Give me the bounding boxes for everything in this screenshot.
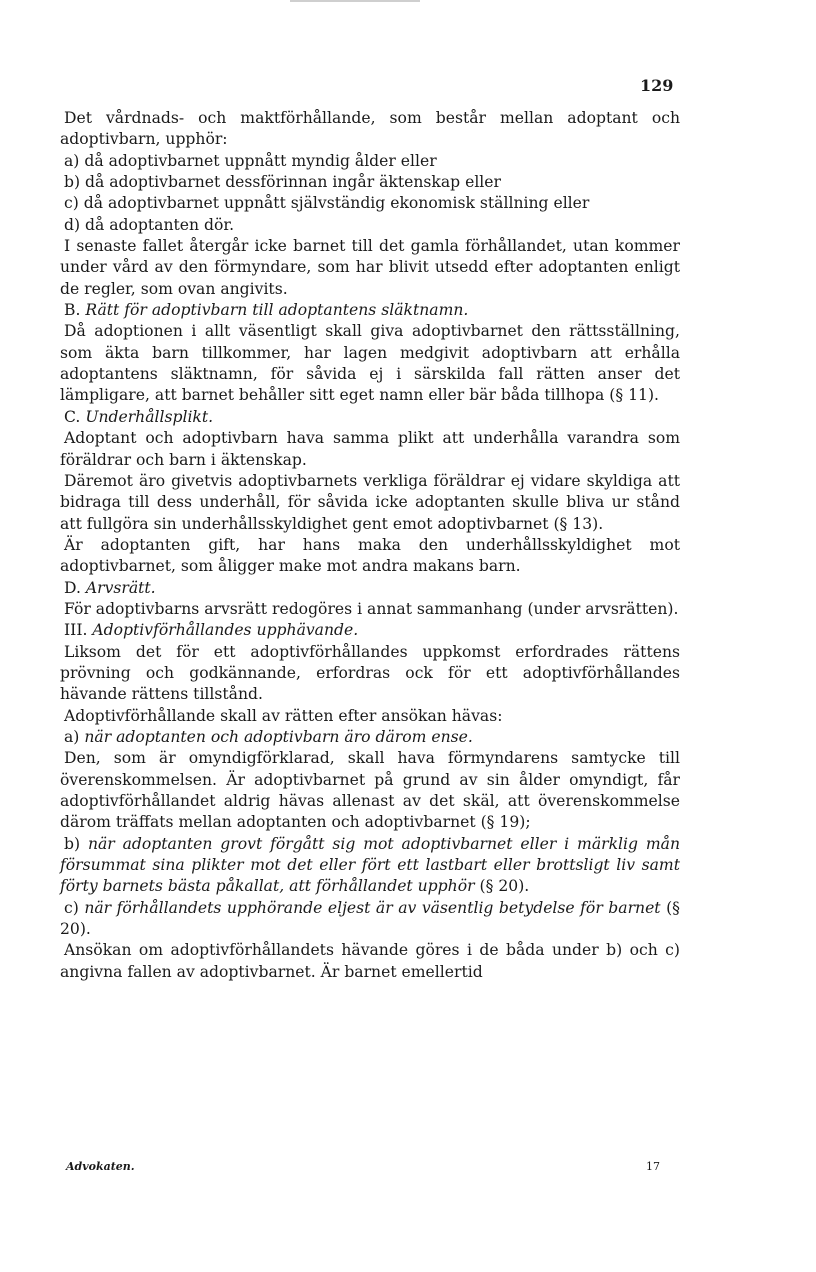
- list-reference: (§ 20).: [60, 898, 680, 939]
- paragraph: Det vårdnads- och maktförhållande, som består mellan adoptant och adoptivbarn, upphör:: [60, 109, 680, 149]
- section-heading-b: [60, 300, 680, 321]
- list-item: [60, 898, 680, 941]
- list-item: c) då adoptivbarnet uppnått självständig ekonomisk ställning eller: [64, 194, 590, 213]
- paragraph: Då adoptionen i allt väsentligt skall giva adoptivbarnet den rättsställning, som äkta barn tillkommer, har lagen medgivit adoptivbarn att erhålla adoptantens släktnamn, för såvida ej i särskilda fall rätten anser det lämpligare, att barnet behåller sitt eget namn eller bär båda tillhopa (§ 11).: [60, 322, 680, 405]
- list-item: a) då adoptivbarnet uppnått myndig ålder eller: [64, 151, 437, 170]
- page-number: 129: [640, 76, 674, 95]
- list-reference: (§ 20).: [479, 877, 530, 896]
- section-heading-title: Underhållsplikt.: [85, 407, 214, 426]
- section-heading-c: [60, 407, 680, 428]
- body-text: [60, 108, 680, 983]
- paragraph: Liksom det för ett adoptivförhållandes uppkomst erfordrades rättens prövning och godkännande, erfordras ock för ett adoptivförhållandes hävande rättens tillstånd.: [60, 642, 680, 704]
- paragraph: Den, som är omyndigförklarad, skall hava förmyndarens samtycke till överenskommelsen. Är adoptivbarnet på grund av sin ålder omyndigt, får adoptivförhållandet aldrig hävas allenast av det skäl, att överenskommelse därom träffats mellan adoptanten och adoptivbarnet (§ 19);: [60, 749, 680, 832]
- paragraph: Däremot äro givetvis adoptivbarnets verkliga föräldrar ej vidare skyldiga att bidraga till dess underhåll, för såvida icke adoptanten skulle bliva ur stånd att fullgöra sin underhållsskyldighet gent emot adoptivbarnet (§ 13).: [60, 471, 680, 533]
- list-item: d) då adoptanten dör.: [64, 215, 235, 234]
- paragraph: I senaste fallet återgår icke barnet till det gamla förhållandet, utan kommer under vård av den förmyndare, som har blivit utsedd efter adoptanten enligt de regler, som ovan angivits.: [60, 237, 680, 298]
- scan-edge-mark: [290, 0, 420, 2]
- section-heading-prefix: C.: [64, 407, 81, 426]
- list-item: b) då adoptivbarnet dessförinnan ingår äktenskap eller: [64, 173, 501, 192]
- section-heading-prefix: B.: [64, 301, 81, 320]
- section-heading-title: Adoptivförhållandes upphävande.: [92, 621, 359, 640]
- footer-sheet-number: 17: [646, 1160, 660, 1173]
- paragraph: Ansökan om adoptivförhållandets hävande göres i de båda under b) och c) angivna fallen av adoptivbarnet. Är barnet emellertid: [60, 941, 680, 981]
- footer-signature: Advokaten.: [66, 1160, 135, 1173]
- paragraph: Är adoptanten gift, har hans maka den underhållsskyldighet mot adoptivbarnet, som åligger make mot andra makans barn.: [60, 535, 680, 576]
- list-text: när adoptanten och adoptivbarn äro därom ense.: [84, 727, 473, 746]
- section-heading-title: Rätt för adoptivbarn till adoptantens släktnamn.: [85, 301, 469, 320]
- section-heading-prefix: D.: [64, 578, 81, 597]
- list-item: [60, 834, 680, 898]
- list-item: [60, 727, 680, 748]
- paragraph: Adoptivförhållande skall av rätten efter ansökan hävas:: [64, 706, 503, 725]
- section-heading-title: Arvsrätt.: [85, 578, 156, 597]
- section-heading-d: [60, 578, 680, 599]
- list-text: när adoptanten grovt förgått sig mot adoptivbarnet eller i märklig mån försummat sina plikter mot det eller fört ett lastbart eller brottsligt liv samt förty barnets bästa påkallat, att förhållandet upphör: [60, 834, 680, 896]
- list-prefix: b): [64, 834, 81, 853]
- list-text: när förhållandets upphörande eljest är av väsentlig betydelse för barnet: [84, 898, 661, 917]
- paragraph: För adoptivbarns arvsrätt redogöres i annat sammanhang (under arvsrätten).: [64, 599, 679, 618]
- paragraph: Adoptant och adoptivbarn hava samma plikt att underhålla varandra som föräldrar och barn i äktenskap.: [60, 429, 680, 469]
- list-prefix: a): [64, 727, 80, 746]
- section-heading-prefix: III.: [64, 621, 88, 640]
- list-prefix: c): [64, 898, 79, 917]
- section-heading-iii: [60, 620, 680, 641]
